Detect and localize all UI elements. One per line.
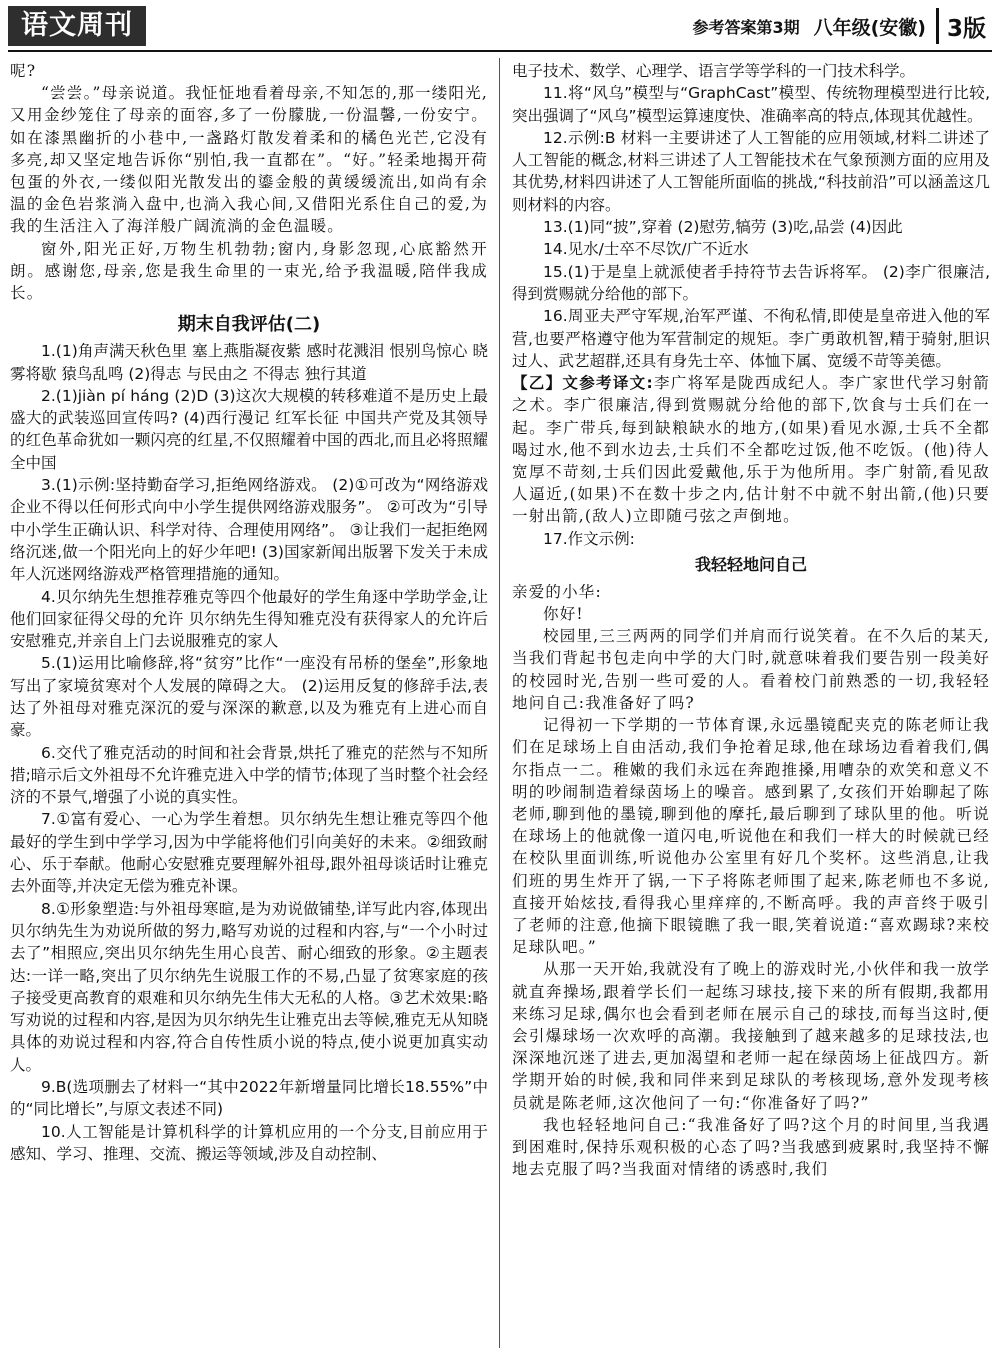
essay-salutation: 亲爱的小华: — [512, 582, 602, 601]
essay-paragraph: 记得初一下学期的一节体育课,永远墨镜配夹克的陈老师让我们在足球场上自由活动,我们争抢着足球,他在球场边看着我们,偶尔指点一二。稚嫩的我们永远在奔跑推搡,用嘈杂的欢笑和意义不明的吵闹制造着绿茵场上的噪音。感到累了,女孩们开始聊起了陈老师,聊到他的墨镜,聊到他的摩托,最后聊到了球队里的他。听说在球场上的他就像一道闪电,听说他在和我们一样大的时候就已经在校队里面训练,听说他办公室里有好几个奖杯。这些消息,让我们班的男生炸开了锅,一下子将陈老师围了起来,陈老师也不多说,直接开始炫技,看得我心里痒痒的,不断高呼。我的声音终于吸引了老师的注意,他摘下眼镜瞧了我一眼,笑着说道:“喜欢踢球?来校足球队吧。” — [512, 716, 990, 957]
answer-item: 11.将“风乌”模型与“GraphCast”模型、传统物理模型进行比较,突出强调了“风乌”模型运算速度快、准确率高的特点,体现其优越性。 — [512, 84, 990, 125]
header-info — [692, 6, 986, 46]
column-divider — [499, 58, 500, 1348]
header-divider — [936, 8, 939, 44]
answer-item: 8.①形象塑造:与外祖母寒暄,是为劝说做铺垫,详写此内容,体现出贝尔纳先生为劝说所做的努力,略写劝说的过程和内容,与“一个小时过去了”相照应,突出贝尔纳先生用心良苦、耐心细致的形象。②主题表达:一详一略,突出了贝尔纳先生说服工作的不易,凸显了贫寒家庭的孩子接受更高教育的艰难和贝尔纳先生伟大无私的人格。③艺术效果:略写劝说的过程和内容,是因为贝尔纳先生让雅克出去等候,雅克无从知晓具体的劝说过程和内容,符合自传性质小说的特点,使小说更加真实动人。 — [10, 899, 488, 1074]
answer-item: 4.贝尔纳先生想推荐雅克等四个他最好的学生角逐中学助学金,让他们回家征得父母的允许 贝尔纳先生得知雅克没有获得家人的允许后安慰雅克,并亲自上门去说服雅克的家人 — [10, 587, 488, 651]
answer-item: 3.(1)示例:坚持勤奋学习,拒绝网络游戏。 (2)①可改为“网络游戏企业不得以任何形式向中小学生提供网络游戏服务”。 ②可改为“引导中小学生正确认识、科学对待、合理使用网络”。 ③让我们一起拒绝网络沉迷,做一个阳光向上的好少年吧! (3)国家新闻出版署下发关于未成年人沉迷网络游戏严格管理措施的通知。 — [10, 476, 488, 584]
translation-paragraph — [512, 372, 990, 527]
answer-item: 5.(1)运用比喻修辞,将“贫穷”比作“一座没有吊桥的堡垒”,形象地写出了家境贫寒对个人发展的障碍之大。 (2)运用反复的修辞手法,表达了外祖母对雅克深沉的爱与深深的歉意,以及为雅克有上进心而自豪。 — [10, 654, 488, 740]
masthead-logo: 语文周刊 — [8, 6, 146, 46]
header-rule — [8, 50, 992, 52]
essay-paragraph: 从那一天开始,我就没有了晚上的游戏时光,小伙伴和我一放学就直奔操场,跟着学长们一起练习球技,接下来的所有假期,我都用来练习足球,偶尔也会看到老师在展示自己的球技,而每当这时,便会引爆球场一次欢呼的高潮。我接触到了越来越多的足球技法,也深深地沉迷了进去,更加渴望和老师一起在绿茵场上征战四方。新学期开始的时候,我和同伴来到足球队的考核现场,意外发现考核员就是陈老师,这次他问了一句:“你准备好了吗?” — [512, 960, 990, 1112]
right-column — [512, 60, 990, 1180]
answer-item: 12.示例:B 材料一主要讲述了人工智能的应用领域,材料二讲述了人工智能的概念,材料三讲述了人工智能技术在气象预测方面的应用及其优势,材料四讲述了人工智能所面临的挑战,“科技前沿”可以涵盖这几则材料的内容。 — [512, 128, 990, 214]
answer-item: 9.B(选项删去了材料一“其中2022年新增量同比增长18.55%”中的“同比增长”,与原文表述不同) — [10, 1078, 488, 1119]
answer-item: 1.(1)角声满天秋色里 塞上燕脂凝夜紫 感时花溅泪 恨别鸟惊心 晓雾将歇 猿鸟乱鸣 (2)得志 与民由之 不得志 独行其道 — [10, 342, 488, 383]
translation-text: 李广将军是陇西成纪人。李广家世代学习射箭之术。李广很廉洁,得到赏赐就分给他的部下,饮食与士兵们在一起。李广带兵,每到缺粮缺水的地方,(如果)看见水源,士兵不全都喝过水,他不到水边去,士兵们不全都吃过饭,他不吃饭。(他)待人宽厚不苛刻,士兵们因此爱戴他,乐于为他所用。李广射箭,看见敌人逼近,(如果)不在数十步之内,估计射不中就不射出箭,(他)只要一射出箭,(敌人)立即随弓弦之声倒地。 — [512, 374, 990, 526]
essay-title: 我轻轻地问自己 — [694, 554, 807, 574]
translation-label: 【乙】文参考译文: — [512, 374, 654, 393]
essay-paragraph: 我也轻轻地问自己:“我准备好了吗?这个月的时间里,当我遇到困难时,保持乐观积极的心态了吗?当我感到疲累时,我坚持不懈地去克服了吗?当我面对情绪的诱惑时,我们 — [512, 1115, 990, 1179]
essay-paragraph: 校园里,三三两两的同学们并肩而行说笑着。在不久后的某天,当我们背起书包走向中学的大门时,就意味着我们要告别一段美好的校园时光,告别一些可爱的人。看着校门前熟悉的一切,我轻轻地问自己:我准备好了吗? — [512, 627, 990, 712]
left-column — [10, 60, 488, 1165]
answer-continuation: 电子技术、数学、心理学、语言学等学科的一门技术科学。 — [512, 62, 916, 80]
essay-greeting: 你好! — [543, 605, 584, 624]
answer-item: 17.作文示例: — [543, 529, 635, 548]
answer-item: 16.周亚夫严守军规,治军严谨、不徇私情,即使是皇帝进入他的军营,也要严格遵守他为军营制定的规矩。李广勇敢机智,精于骑射,胆识过人、武艺超群,还具有身先士卒、体恤下属、宽缓不苛等美德。 — [512, 307, 990, 370]
answer-item: 14.见水/士卒不尽饮/广不近水 — [543, 240, 749, 259]
answer-item: 10.人工智能是计算机科学的计算机应用的一个分支,目前应用于感知、学习、推理、交流、搬运等领域,涉及自动控制、 — [10, 1122, 488, 1163]
answer-item: 15.(1)于是皇上就派使者手持符节去告诉将军。 (2)李广很廉洁,得到赏赐就分给他的部下。 — [512, 262, 990, 303]
issue-label: 参考答案第3期 — [692, 17, 800, 37]
answer-item: 2.(1)jiàn pí háng (2)D (3)这次大规模的转移难道不是历史上最盛大的武装巡回宣传吗? (4)西行漫记 红军长征 中国共产党及其领导的红色革命犹如一颗闪亮的红星,不仅照耀着中国的西北,而且必将照耀全中国 — [10, 386, 488, 472]
section-title: 期末自我评估(二) — [177, 314, 321, 336]
answer-item: 6.交代了雅克活动的时间和社会背景,烘托了雅克的茫然与不知所措;暗示后文外祖母不允许雅克进入中学的情节;体现了当时整个社会经济的不景气,增强了小说的真实性。 — [10, 743, 488, 807]
page-number: 3版 — [946, 15, 986, 42]
grade-label: 八年级(安徽) — [813, 16, 926, 39]
essay-tail-paragraph: 窗外,阳光正好,万物生机勃勃;窗内,身影忽现,心底豁然开朗。感谢您,母亲,您是我生命里的一束光,给予我温暖,陪伴我成长。 — [10, 239, 488, 303]
essay-tail-paragraph: “尝尝。”母亲说道。我怔怔地看着母亲,不知怎的,那一缕阳光,又用金纱笼住了母亲的面容,多了一份朦胧,一份温馨,一份安宁。如在漆黑幽折的小巷中,一盏路灯散发着柔和的橘色光芒,它没有多亮,却又坚定地告诉你“别怕,我一直都在”。“好。”轻柔地揭开荷包蛋的外衣,一缕似阳光散发出的鎏金般的黄缓缓流出,如尚有余温的金色岩浆淌入盘中,也淌入我心间,又借阳光系住自己的爱,为我的生活注入了海洋般广阔流淌的金色温暖。 — [10, 84, 488, 236]
essay-tail-line: 呢? — [10, 62, 37, 80]
answer-item: 7.①富有爱心、一心为学生着想。贝尔纳先生想让雅克等四个他最好的学生到中学学习,因为中学能将他们引向美好的未来。②细致耐心、乐于奉献。他耐心安慰雅克要理解外祖母,跟外祖母谈话时让雅克去外面等,并决定无偿为雅克补课。 — [10, 810, 488, 896]
page-header — [0, 0, 1000, 52]
answer-item: 13.(1)同“披”,穿着 (2)慰劳,犒劳 (3)吃,品尝 (4)因此 — [543, 218, 903, 237]
